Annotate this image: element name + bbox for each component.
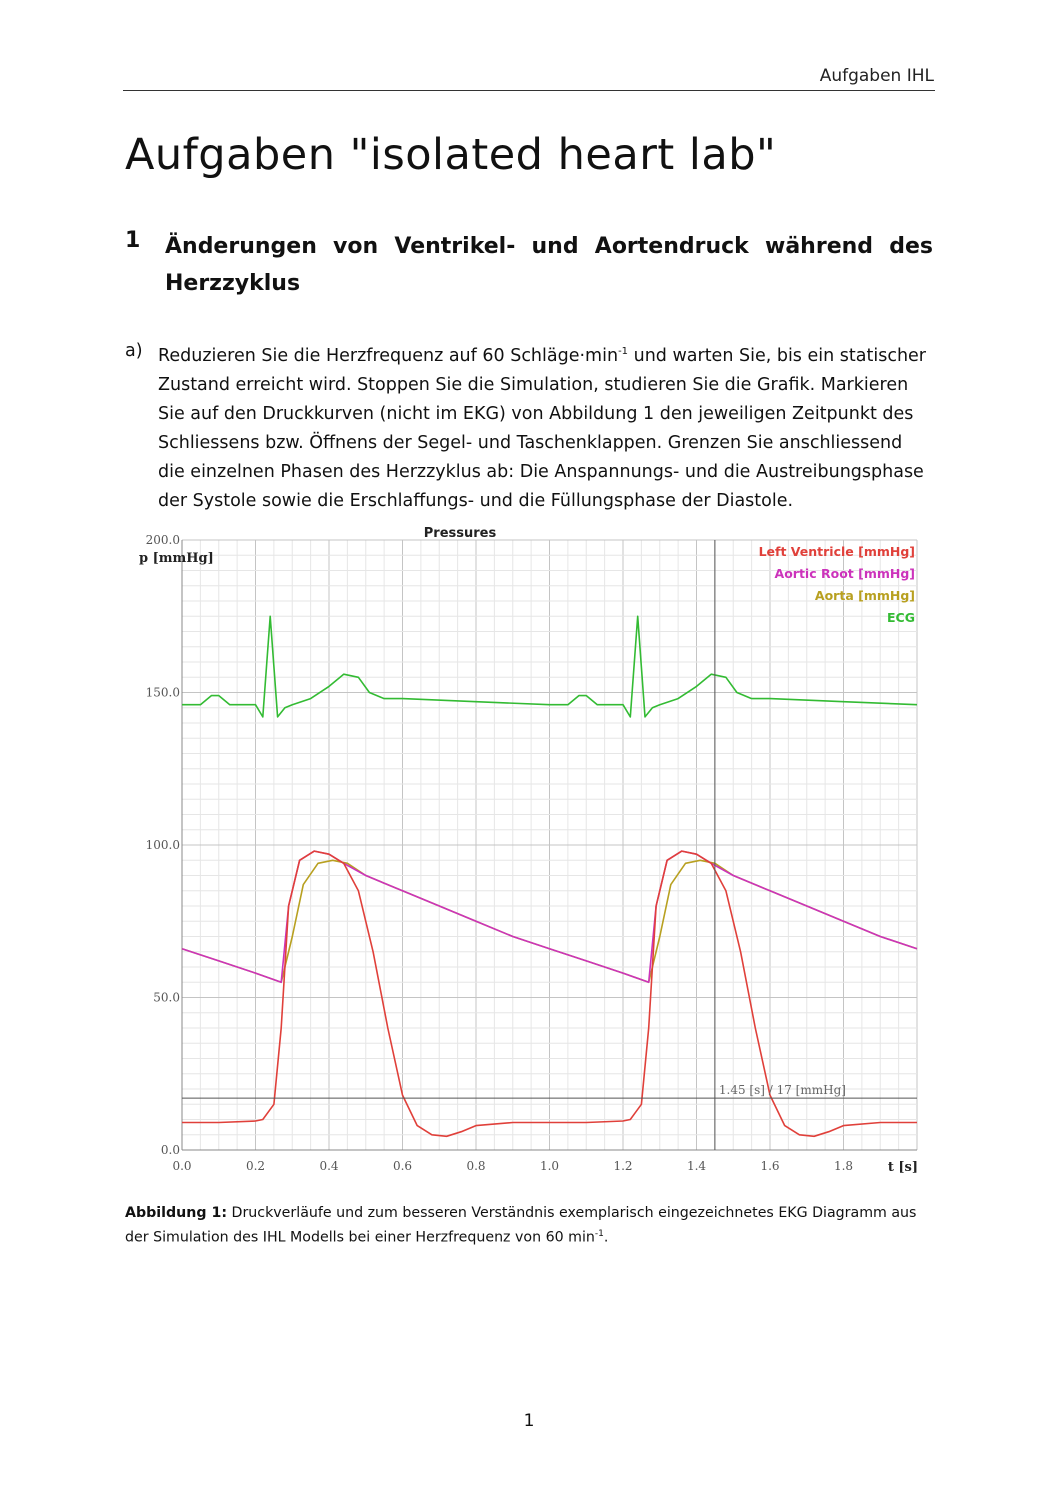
task-superscript: -1: [618, 346, 629, 357]
x-tick-label: 0.8: [466, 1159, 486, 1173]
page-number: 1: [523, 1411, 535, 1431]
legend-entry: Aortic Root [mmHg]: [774, 566, 915, 581]
caption-label: Abbildung 1:: [125, 1205, 228, 1221]
x-tick-label: 1.6: [760, 1159, 780, 1173]
pressure-chart: [125, 524, 925, 1184]
document-title: Aufgaben "isolated heart lab": [125, 130, 777, 180]
legend-entry: ECG: [887, 610, 915, 625]
chart-title: Pressures: [423, 526, 497, 541]
section-heading: [125, 228, 933, 302]
task-a: [125, 337, 933, 516]
caption-text: Druckverläufe und zum besseren Verständnis exemplarisch eingezeichnetes EKG Diagramm aus der Simulation des IHL Modells bei einer Herzfrequenz von 60 min: [125, 1205, 917, 1246]
task-label: a): [125, 341, 143, 361]
caption-text-end: .: [603, 1229, 609, 1246]
header-rule: [123, 90, 935, 91]
caption-superscript: -1: [594, 1229, 604, 1239]
running-header: Aufgaben IHL: [819, 66, 934, 86]
x-tick-label: 0.6: [392, 1159, 413, 1173]
y-tick-label: 100.0: [145, 838, 180, 852]
x-tick-label: 1.4: [686, 1159, 707, 1173]
y-tick-label: 50.0: [153, 990, 180, 1005]
legend-entry: Aorta [mmHg]: [814, 588, 915, 603]
x-tick-label: 0.0: [172, 1159, 192, 1173]
section-title: Änderungen von Ventrikel- und Aortendruck während des Herzzyklus: [165, 234, 933, 296]
pressure-figure: [125, 524, 925, 1184]
figure-caption: [125, 1203, 937, 1249]
x-tick-label: 1.2: [613, 1159, 633, 1173]
task-text-end: und warten Sie, bis ein statischer Zustand erreicht wird. Stoppen Sie die Simulation, studieren Sie die Grafik. Markieren Sie auf den Druckkurven (nicht im EKG) von Abbildung 1 den jeweiligen Zeitpunkt des Schliessens bzw. Öffnens der Segel- und Taschenklappen. Grenzen Sie anschliessend die einzelnen Phasen des Herzzyklus ab: Die Anspannungs- und die Austreibungsphase der Systole sowie die Erschlaffungs- und die Füllungsphase der Diastole.: [158, 345, 926, 511]
legend-entry: Left Ventricle [mmHg]: [758, 544, 915, 559]
y-tick-label: 0.0: [160, 1143, 180, 1157]
x-tick-label: 1.0: [539, 1159, 560, 1173]
task-text-start: Reduzieren Sie die Herzfrequenz auf 60 Schläge·min: [158, 345, 619, 366]
y-tick-label: 200.0: [145, 533, 180, 547]
x-tick-label: 0.4: [319, 1159, 339, 1173]
task-text: [158, 337, 933, 516]
y-axis-label: p [mmHg]: [139, 551, 214, 566]
cursor-readout: 1.45 [s] / 17 [mmHg]: [718, 1083, 846, 1098]
x-tick-label: 0.2: [245, 1159, 266, 1173]
section-number: 1: [125, 228, 141, 253]
x-tick-label: 1.8: [833, 1159, 854, 1173]
y-tick-label: 150.0: [145, 685, 180, 700]
x-axis-label: t [s]: [887, 1160, 918, 1175]
